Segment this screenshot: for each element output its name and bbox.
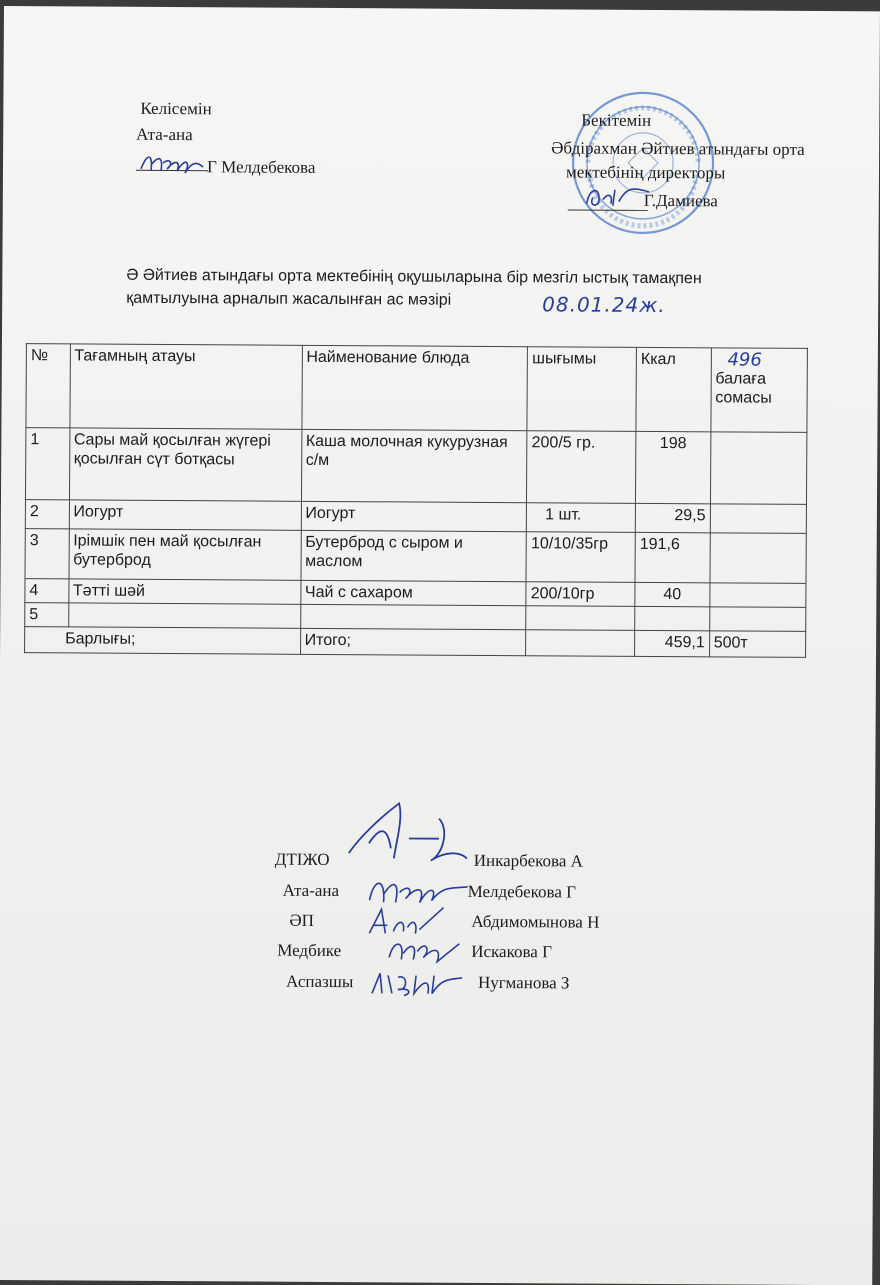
row-num: 2 <box>25 500 69 529</box>
table-total-row <box>25 627 806 658</box>
name-parent: Мелдебекова Г <box>467 881 577 902</box>
header-output: шығымы <box>527 347 636 432</box>
name-dtizho: Инкарбекова А <box>473 850 584 871</box>
row-price <box>710 533 807 584</box>
parent-role: Ата-ана <box>136 124 193 145</box>
row-name-kk: Ірімшік пен май қосылған бутерброд <box>69 529 301 580</box>
role-medic: Медбике <box>277 940 342 961</box>
row-output <box>526 606 635 631</box>
total-price: 500т <box>709 631 806 658</box>
row-name-ru: Каша молочная кукурузная с/м <box>301 429 527 502</box>
row-name-kk: Сары май қосылған жүгері қосылған сүт ботқасы <box>69 428 301 501</box>
row-kcal: 29,5 <box>635 503 710 532</box>
row-name-kk: Иогурт <box>69 500 301 530</box>
parent-signature-icon <box>137 147 207 181</box>
total-kcal: 459,1 <box>635 630 710 656</box>
director-signature-icon <box>583 180 653 214</box>
row-output: 10/10/35гр <box>526 532 635 583</box>
name-ep: Абдимомынова Н <box>471 911 600 932</box>
row-name-ru: Чай с сахаром <box>300 580 526 605</box>
header-name-kk: Тағамның атауы <box>69 344 302 429</box>
role-parent: Ата-ана <box>282 880 340 901</box>
row-name-kk: Тәтті шәй <box>68 579 300 604</box>
row-kcal: 198 <box>636 431 711 503</box>
row-kcal: 191,6 <box>635 532 710 582</box>
row-name-kk <box>68 603 300 628</box>
row-kcal <box>635 606 710 630</box>
row-price <box>710 504 807 534</box>
director-name: Г.Дамиева <box>643 190 718 211</box>
document-page <box>0 6 880 1285</box>
row-output: 200/10гр <box>526 582 635 607</box>
total-output <box>526 630 635 657</box>
row-name-ru: Бутерброд с сыром и маслом <box>301 530 527 581</box>
row-output: 1 шт. <box>527 503 636 533</box>
document-title-line-1: Ә Әйтиев атындағы орта мектебінің оқушыларына бір мезгіл ыстық тамақпен <box>126 266 702 288</box>
row-price <box>709 583 806 608</box>
parent-name: Г Мелдебекова <box>206 157 316 177</box>
signature-dtizho-icon <box>339 798 479 869</box>
document-title-line-2: қамтылуына арналып жасалынған ас мәзірі <box>126 289 452 309</box>
row-num: 3 <box>25 529 69 579</box>
header-price-label: балаға сомасы <box>715 370 772 407</box>
row-price <box>709 607 806 632</box>
table-row <box>25 428 806 505</box>
table-row <box>25 500 806 534</box>
role-ep: ӘП <box>289 910 315 930</box>
signature-cook-icon <box>368 963 468 1000</box>
role-dtizho: ДТІЖО <box>274 849 330 870</box>
row-price <box>710 432 807 505</box>
row-name-ru: Иогурт <box>301 501 527 531</box>
approve-label: Бекітемін <box>581 110 652 130</box>
table-header-row <box>26 344 807 433</box>
role-cook: Аспазшы <box>285 971 354 992</box>
handwritten-date: 08.01.24ж. <box>542 292 666 318</box>
header-kcal: Ккал <box>636 347 711 431</box>
name-medic: Искакова Г <box>471 941 552 962</box>
total-label-kk: Барлығы; <box>25 627 301 655</box>
table-row <box>25 529 806 584</box>
director-title: мектебінің директоры <box>565 162 726 183</box>
row-kcal: 40 <box>635 582 710 606</box>
row-num: 5 <box>25 603 69 627</box>
menu-table <box>24 343 808 658</box>
row-num: 4 <box>25 579 69 603</box>
row-output: 200/5 гр. <box>527 431 636 504</box>
total-label-ru: Итого; <box>300 628 526 655</box>
row-num: 1 <box>25 428 69 500</box>
header-num: № <box>26 344 70 428</box>
row-name-ru <box>300 604 526 629</box>
header-price <box>711 348 808 433</box>
school-name: Әбдірахман Әйтиев атындағы орта <box>551 138 805 159</box>
name-cook: Нугманова З <box>477 972 570 993</box>
handwritten-price: 496 <box>727 349 762 371</box>
approval-label: Келісемін <box>140 98 212 119</box>
header-name-ru: Найменование блюда <box>301 345 527 430</box>
